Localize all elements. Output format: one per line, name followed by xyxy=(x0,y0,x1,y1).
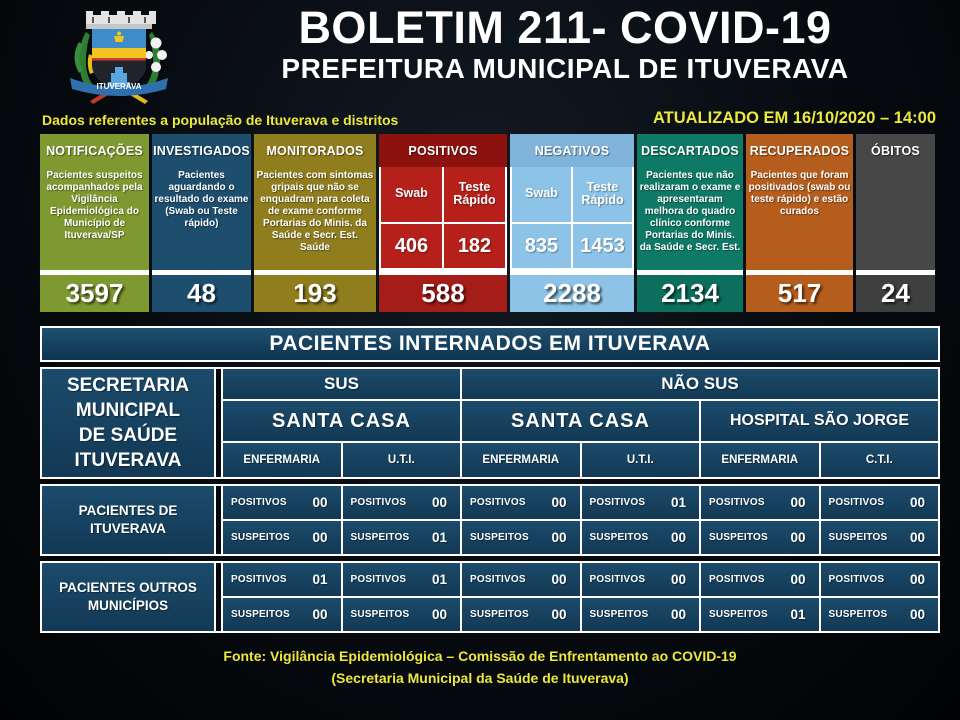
cell-value: 00 xyxy=(312,607,328,622)
cell-value: 00 xyxy=(551,495,567,510)
inpatients-header xyxy=(40,367,940,479)
page-subtitle: PREFEITURA MUNICIPAL DE ITUVERAVA xyxy=(281,53,849,85)
cell-value: 00 xyxy=(909,572,925,587)
cell-value: 00 xyxy=(551,607,567,622)
column-negativos xyxy=(510,134,634,312)
cell-label: POSITIVOS xyxy=(231,497,287,508)
data-cell xyxy=(582,521,700,554)
data-cell xyxy=(223,563,341,596)
column-investigados xyxy=(152,134,251,312)
cell-label: SUSPEITOS xyxy=(828,532,888,543)
cell-value: 00 xyxy=(670,530,686,545)
cell-value: 00 xyxy=(312,495,328,510)
column-monitorados xyxy=(254,134,376,312)
cell-label: SUSPEITOS xyxy=(231,609,290,620)
total-notificacoes: 3597 xyxy=(65,278,124,308)
column-positivos xyxy=(379,134,507,312)
data-cell xyxy=(821,598,939,631)
cell-label: SUSPEITOS xyxy=(470,532,529,543)
inpatients-banner: PACIENTES INTERNADOS EM ITUVERAVA xyxy=(40,326,940,362)
cell-label: SUSPEITOS xyxy=(350,532,410,543)
column-header: NEGATIVOS xyxy=(534,143,610,158)
sub-header-teste-rapido: Teste Rápido xyxy=(573,167,632,222)
column-description xyxy=(856,167,935,270)
cell-label: SUSPEITOS xyxy=(589,532,649,543)
sub-header-teste-rapido: Teste Rápido xyxy=(444,167,505,222)
cell-label: SUSPEITOS xyxy=(709,532,768,543)
cell-value: 00 xyxy=(790,495,806,510)
total-negativos: 2288 xyxy=(510,275,634,312)
total-investigados: 48 xyxy=(187,278,216,308)
column-descartados xyxy=(637,134,743,312)
data-cell xyxy=(462,598,580,631)
column-description: Pacientes suspeitos acompanhados pela Vigilância Epidemiológica do Município de Ituverava/SP xyxy=(46,170,143,241)
data-cell xyxy=(343,563,461,596)
group-nao-sus: NÃO SUS xyxy=(462,369,938,399)
hospital-sao-jorge: HOSPITAL SÃO JORGE xyxy=(701,401,938,441)
data-cell xyxy=(343,598,461,631)
unit-header: U.T.I. xyxy=(343,443,461,477)
total-descartados: 2134 xyxy=(637,275,743,312)
total-monitorados: 193 xyxy=(293,278,337,308)
column-header: POSITIVOS xyxy=(408,143,478,158)
column-obitos xyxy=(856,134,935,312)
cell-value: 00 xyxy=(790,530,806,545)
column-recuperados xyxy=(746,134,853,312)
negativos-swab-value: 835 xyxy=(512,224,571,268)
cell-value: 01 xyxy=(431,572,447,587)
cell-label: POSITIVOS xyxy=(231,574,287,585)
cell-label: SUSPEITOS xyxy=(828,609,888,620)
hospital-santa-casa-nao-sus: SANTA CASA xyxy=(462,401,699,441)
crest-banner-text: ITUVERAVA xyxy=(96,82,142,91)
data-cell xyxy=(462,521,580,554)
cell-label: SUSPEITOS xyxy=(589,609,649,620)
group-sus: SUS xyxy=(223,369,460,399)
corner-line: ITUVERAVA xyxy=(74,450,182,472)
cell-label: SUSPEITOS xyxy=(350,609,410,620)
total-positivos: 588 xyxy=(379,275,507,312)
divider xyxy=(216,486,221,554)
column-description: Pacientes que foram positivados (swab ou teste rápido) e estão curados xyxy=(748,170,851,217)
cell-value: 00 xyxy=(909,495,925,510)
column-header: RECUPERADOS xyxy=(749,143,850,158)
page-header xyxy=(0,0,960,106)
cell-value: 00 xyxy=(312,530,328,545)
cell-label: POSITIVOS xyxy=(589,574,646,585)
negativos-subtable xyxy=(510,167,634,270)
cell-label: SUSPEITOS xyxy=(470,609,529,620)
source-line-1: Fonte: Vigilância Epidemiológica – Comissão de Enfrentamento ao COVID-19 xyxy=(223,648,737,664)
data-cell xyxy=(821,521,939,554)
cell-label: POSITIVOS xyxy=(709,574,765,585)
data-cell xyxy=(821,563,939,596)
column-header: DESCARTADOS xyxy=(641,143,739,158)
ituverava-coat-of-arms-icon xyxy=(56,2,182,111)
cell-value: 00 xyxy=(670,607,686,622)
unit-header: C.T.I. xyxy=(821,443,939,477)
hospital-santa-casa-sus: SANTA CASA xyxy=(223,401,460,441)
row-label-pacientes-ituverava: PACIENTES DE ITUVERAVA xyxy=(42,486,214,554)
unit-header: ENFERMARIA xyxy=(223,443,341,477)
cell-value: 00 xyxy=(431,495,447,510)
sub-header-swab: Swab xyxy=(381,167,442,222)
data-cell xyxy=(223,598,341,631)
corner-secretaria xyxy=(42,369,214,477)
population-note: Dados referentes a população de Ituverava e distritos xyxy=(42,112,399,128)
row-group-ituverava xyxy=(40,484,940,556)
summary-table xyxy=(40,134,940,312)
source-line-2: (Secretaria Municipal da Saúde de Ituverava) xyxy=(331,669,629,686)
data-cell xyxy=(343,486,461,519)
cell-value: 00 xyxy=(790,572,806,587)
column-header: INVESTIGADOS xyxy=(153,143,250,158)
data-cell xyxy=(462,486,580,519)
updated-timestamp: ATUALIZADO EM 16/10/2020 – 14:00 xyxy=(652,109,936,127)
cell-label: POSITIVOS xyxy=(589,497,646,508)
positivos-swab-value: 406 xyxy=(381,224,442,268)
data-cell xyxy=(701,563,819,596)
cell-value: 00 xyxy=(551,572,567,587)
cell-label: POSITIVOS xyxy=(709,497,765,508)
cell-value: 01 xyxy=(670,495,686,510)
cell-value: 00 xyxy=(431,607,447,622)
sub-header-swab: Swab xyxy=(512,167,571,222)
column-notificacoes xyxy=(40,134,149,312)
column-description: Pacientes que não realizaram o exame e apresentaram melhora do quadro clínico conforme Portarias do Minis. da Saúde e Secr. Est. xyxy=(639,170,741,253)
data-cell xyxy=(223,521,341,554)
page-title: BOLETIM 211- COVID-19 xyxy=(298,2,832,53)
row-label-pacientes-outros: PACIENTES OUTROS MUNICÍPIOS xyxy=(42,563,214,631)
divider xyxy=(216,563,221,631)
cell-value: 00 xyxy=(909,530,925,545)
data-cell xyxy=(821,486,939,519)
cell-label: POSITIVOS xyxy=(350,574,407,585)
data-cell xyxy=(582,486,700,519)
cell-label: POSITIVOS xyxy=(828,497,885,508)
cell-label: POSITIVOS xyxy=(470,497,526,508)
corner-line: SECRETARIA xyxy=(66,374,190,396)
column-header: ÓBITOS xyxy=(871,143,920,158)
positivos-teste-value: 182 xyxy=(444,224,505,268)
cell-value: 01 xyxy=(312,572,328,587)
data-cell xyxy=(701,521,819,554)
data-cell xyxy=(582,598,700,631)
cell-value: 01 xyxy=(431,530,447,545)
unit-header: ENFERMARIA xyxy=(462,443,580,477)
row-group-outros-municipios xyxy=(40,561,940,633)
data-cell xyxy=(223,486,341,519)
total-obitos: 24 xyxy=(856,275,935,312)
cell-value: 00 xyxy=(551,530,567,545)
column-header: MONITORADOS xyxy=(266,143,364,158)
unit-header: U.T.I. xyxy=(582,443,700,477)
cell-value: 00 xyxy=(670,572,686,587)
data-cell xyxy=(701,486,819,519)
cell-label: SUSPEITOS xyxy=(709,609,768,620)
cell-label: POSITIVOS xyxy=(350,497,407,508)
cell-label: SUSPEITOS xyxy=(231,532,290,543)
source-footer xyxy=(0,646,960,689)
inpatients-table xyxy=(40,326,940,633)
column-header: NOTIFICAÇÕES xyxy=(46,143,143,158)
column-description: Pacientes aguardando o resultado do exame (Swab ou Teste rápido) xyxy=(154,170,249,229)
positivos-subtable xyxy=(379,167,507,270)
cell-label: POSITIVOS xyxy=(470,574,526,585)
corner-line: DE SAÚDE xyxy=(78,425,178,446)
unit-header: ENFERMARIA xyxy=(701,443,819,477)
cell-value: 01 xyxy=(790,607,806,622)
cell-label: POSITIVOS xyxy=(828,574,885,585)
data-cell xyxy=(582,563,700,596)
data-cell xyxy=(462,563,580,596)
total-recuperados: 517 xyxy=(777,278,822,308)
data-cell xyxy=(701,598,819,631)
divider xyxy=(216,369,221,477)
data-cell xyxy=(343,521,461,554)
cell-value: 00 xyxy=(909,607,925,622)
column-description: Pacientes com sintomas gripais que não se enquadram para coleta de exame conforme Portarias do Minis. da Saúde e Secr. Est. Saúde xyxy=(256,170,374,253)
corner-line: MUNICIPAL xyxy=(75,399,181,421)
negativos-teste-value: 1453 xyxy=(573,224,632,268)
